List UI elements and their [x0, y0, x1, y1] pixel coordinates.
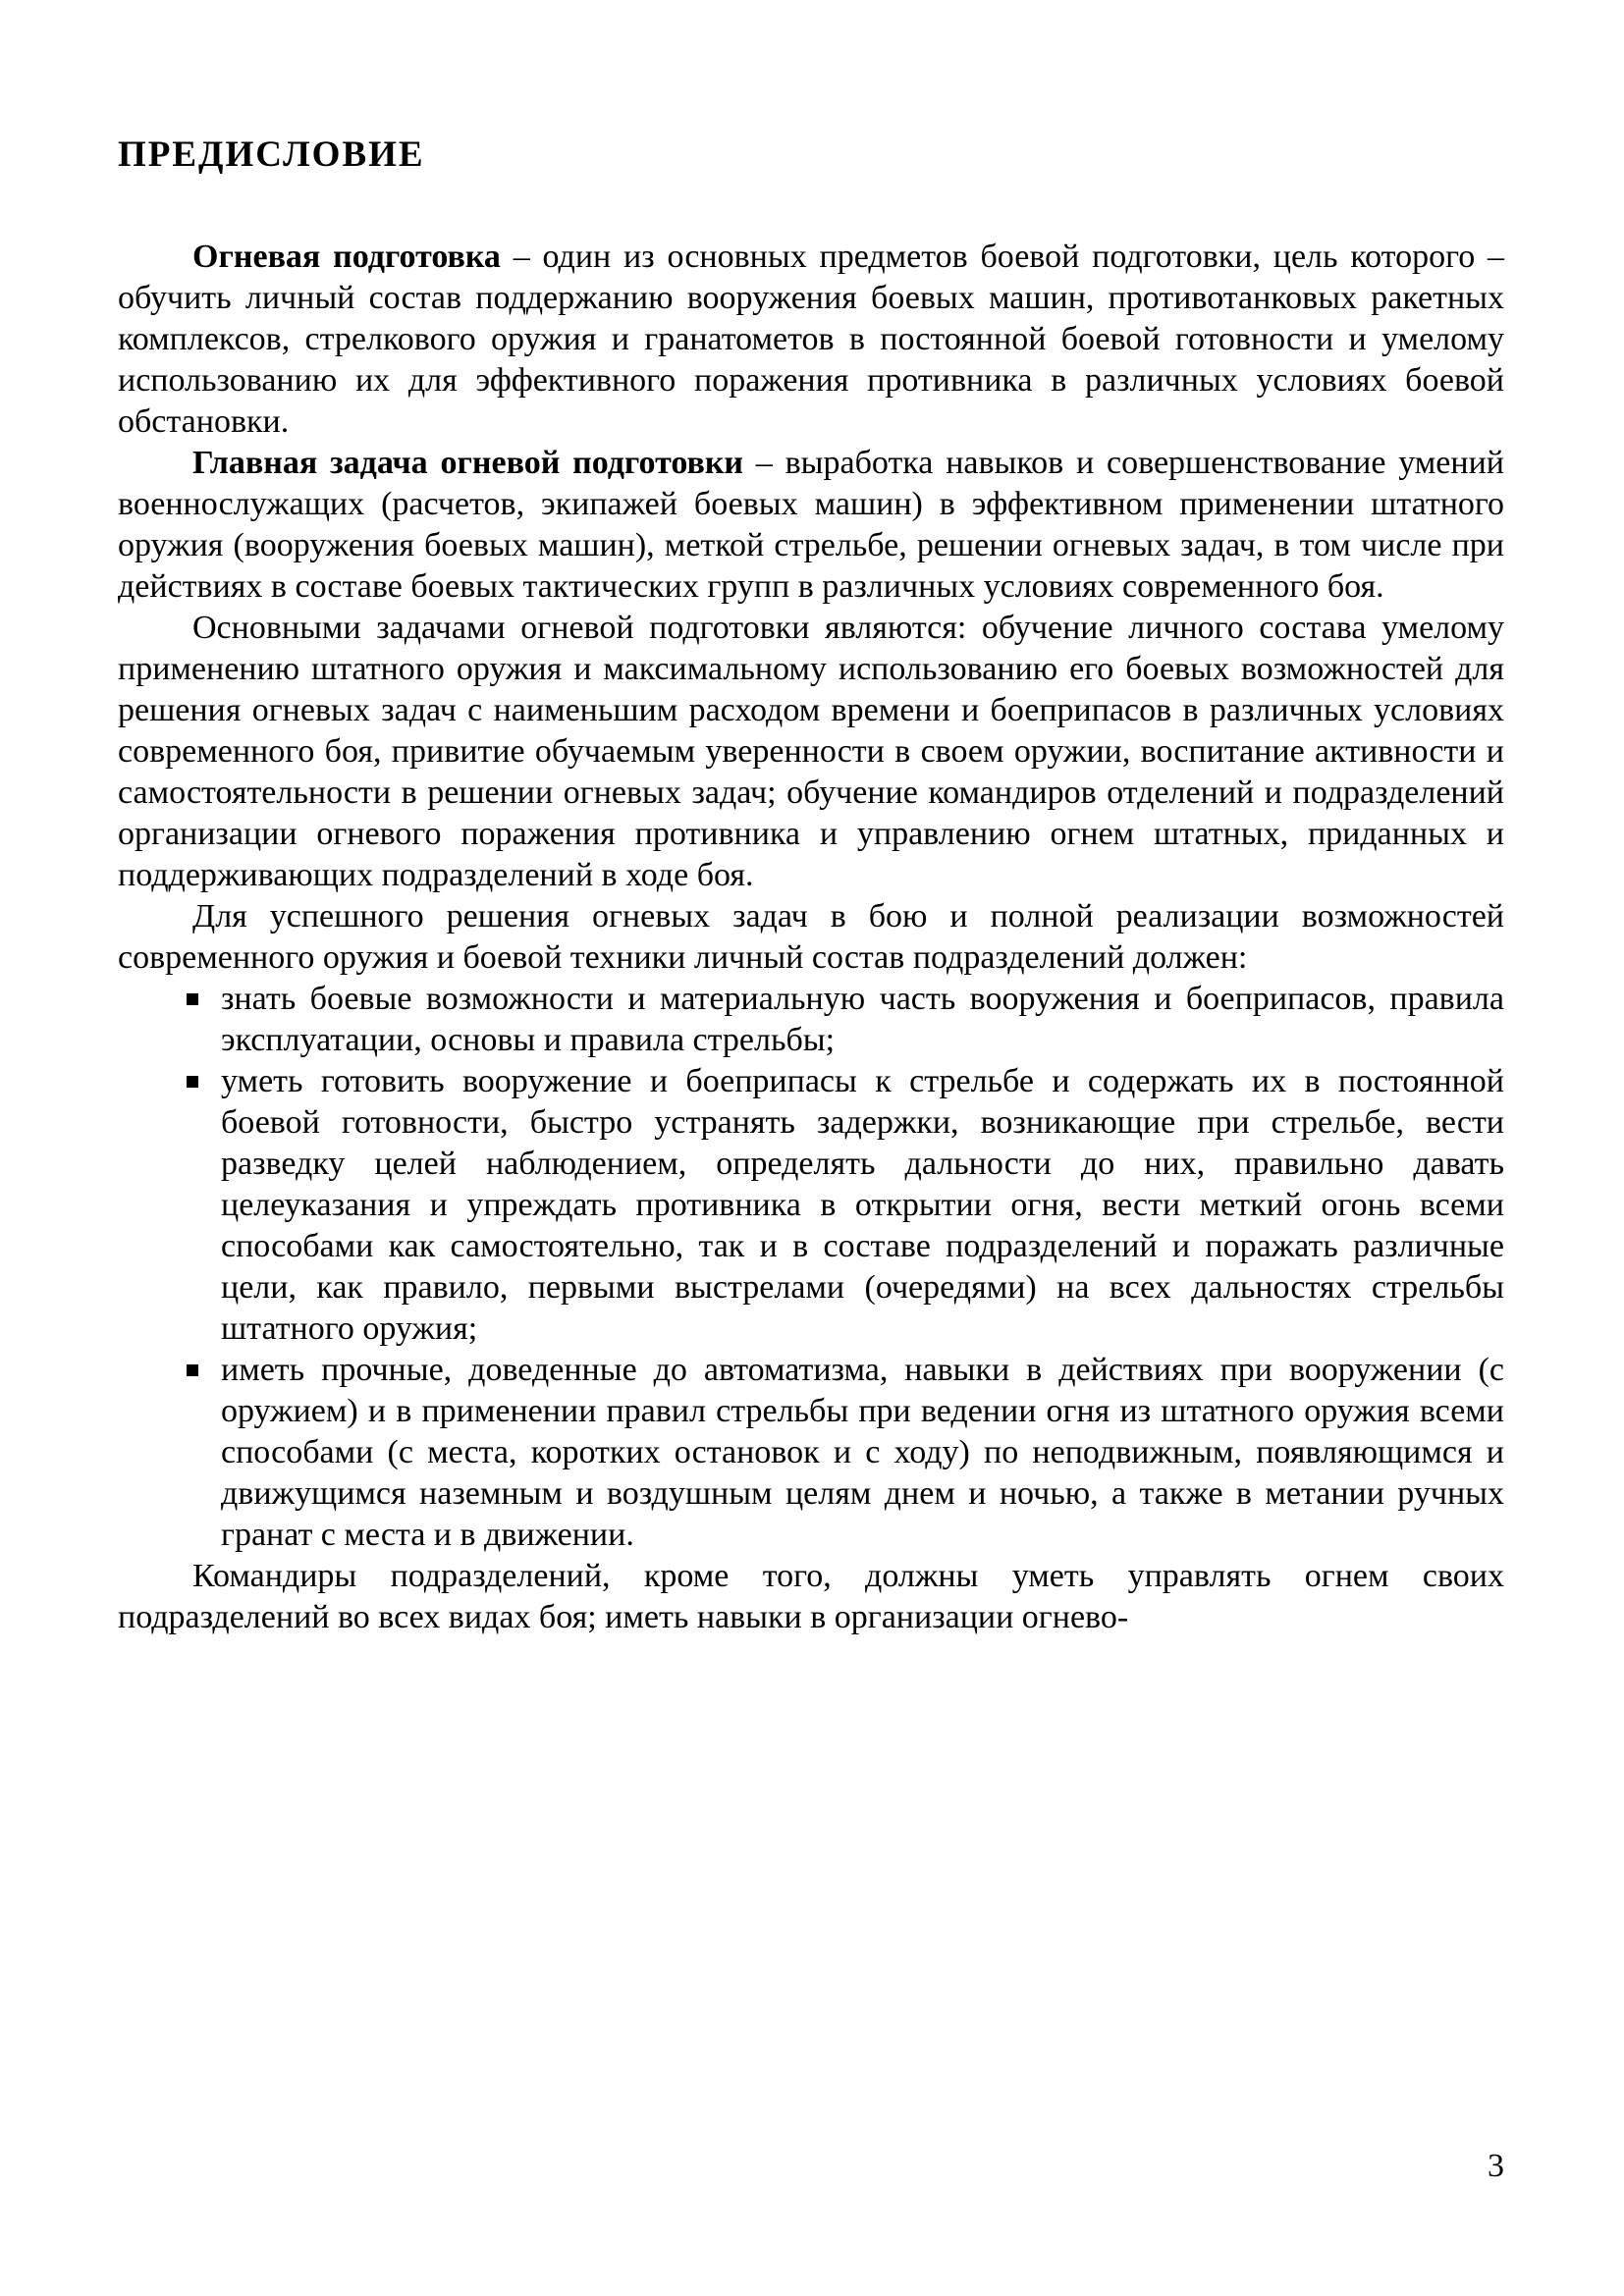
page-content — [118, 133, 1504, 1638]
bullet-item-text: уметь готовить вооружение и боеприпасы к стрельбе и содержать их в постоянной боевой готовности, быстро устранять задержки, возникающие при стрельбе, вести разведку целей наблюдением, определять дальности до них, правильно давать целеуказания и упреждать противника в открытии огня, вести меткий огонь всеми способами как самостоятельно, так и в составе подразделений и поражать различные цели, как правило, первыми выстрелами (очередями) на всех дальностях стрельбы штатного оружия; — [221, 1063, 1504, 1347]
bullet-item-text: иметь прочные, доведенные до автоматизма, навыки в действиях при вооружении (с оружием) и в применении правил стрельбы при ведении огня из штатного оружия всеми способами (с места, коротких остановок и с ходу) по неподвижным, появляющимся и движущимся наземным и воздушным целям днем и ночью, а также в метании ручных гранат с места и в движении. — [221, 1352, 1504, 1553]
body-text — [118, 237, 1504, 1638]
paragraph-text: Основными задачами огневой подготовки являются: обучение личного состава умелому применению штатного оружия и максимальному использованию его боевых возможностей для решения огневых задач с наименьшим расходом времени и боеприпасов в различных условиях современного боя, привитие обучаемым уверенности в своем оружии, воспитание активности и самостоятельности в решении огневых задач; обучение командиров отделений и подразделений организации огневого поражения противника и управлению огнем штатных, приданных и поддерживающих подразделений в ходе боя. — [118, 610, 1504, 893]
paragraph-lead: Главная задача огневой подготовки — [192, 445, 744, 481]
requirements-bullet-list — [118, 979, 1504, 1556]
list-item — [118, 1061, 1504, 1350]
page-title: ПРЕДИСЛОВИЕ — [118, 134, 425, 175]
paragraph-lead: Огневая подготовка — [192, 239, 501, 275]
bullet-square-icon — [187, 1076, 198, 1088]
paragraph-requirements-intro — [118, 896, 1504, 979]
bullet-square-icon — [187, 993, 198, 1005]
paragraph-main-objectives — [118, 608, 1504, 896]
list-item — [118, 1350, 1504, 1556]
bullet-square-icon — [187, 1364, 198, 1376]
list-item — [118, 979, 1504, 1061]
paragraph-text: Для успешного решения огневых задач в бою и полной реализации возможностей современного оружия и боевой техники личный состав подразделений должен: — [118, 898, 1504, 976]
paragraph-fire-training — [118, 237, 1504, 443]
paragraph-text: – выработка навыков и совершенствование умений военнослужащих (расчетов, экипажей боевых машин) в эффективном применении штатного оружия (вооружения боевых машин), меткой стрельбе, решении огневых задач, в том числе при действиях в составе боевых тактических групп в различных условиях современного боя. — [118, 445, 1504, 605]
closing-paragraph: Командиры подразделений, кроме того, должны уметь управлять огнем своих подразделений во всех видах боя; иметь навыки в организации огнево- — [118, 1558, 1504, 1635]
paragraph-text: – один из основных предметов боевой подготовки, цель которого – обучить личный состав поддержанию вооружения боевых машин, противотанковых ракетных комплексов, стрелкового оружия и гранатометов в постоянной боевой готовности и умелому использованию их для эффективного поражения противника в различных условиях боевой обстановки. — [118, 239, 1504, 440]
bullet-item-text: знать боевые возможности и материальную часть вооружения и боеприпасов, правила эксплуатации, основы и правила стрельбы; — [221, 981, 1504, 1058]
paragraph-main-task — [118, 443, 1504, 608]
page-number: 3 — [1488, 2148, 1504, 2184]
